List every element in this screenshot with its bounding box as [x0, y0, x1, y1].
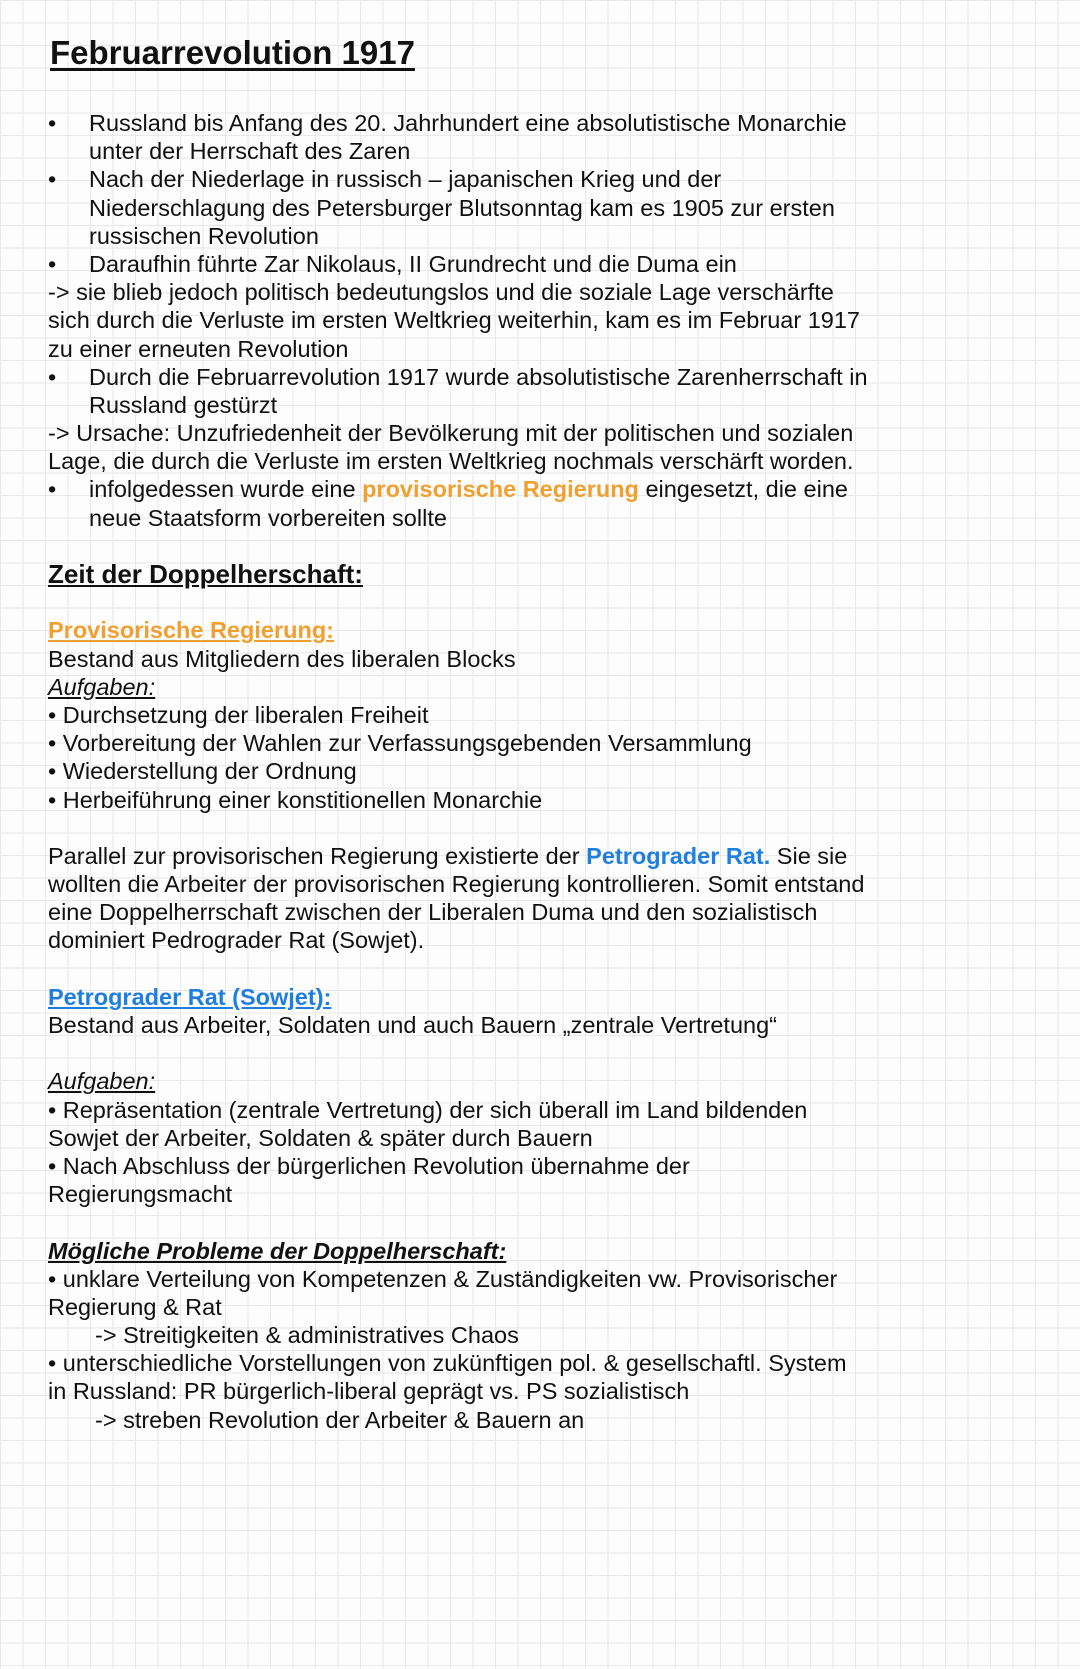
- text-line: Bestand aus Mitgliedern des liberalen Blocks: [48, 645, 516, 672]
- list-item: Regierung & Rat: [48, 1293, 222, 1320]
- text-line: -> sie blieb jedoch politisch bedeutungslos und die soziale Lage verschärfte: [48, 279, 834, 306]
- bullet-line: Russland gestürzt: [89, 391, 278, 418]
- list-item: • unklare Verteilung von Kompetenzen & Zuständigkeiten vw. Provisorischer: [48, 1265, 838, 1292]
- subheading-petrograder-rat: Petrograder Rat (Sowjet):: [48, 983, 332, 1010]
- subheading-probleme: Mögliche Probleme der Doppelherschaft:: [48, 1237, 507, 1264]
- list-item: in Russland: PR bürgerlich-liberal geprägt vs. PS sozialistisch: [48, 1378, 690, 1405]
- aufgaben-label: Aufgaben:: [48, 1068, 156, 1095]
- bullet-line: • Daraufhin führte Zar Nikolaus, II Grundrecht und die Duma ein: [48, 250, 1048, 278]
- bullet-line: neue Staatsform vorbereiten sollte: [89, 504, 447, 531]
- text: Parallel zur provisorischen Regierung existierte der: [48, 842, 587, 869]
- arrow-line: -> streben Revolution der Arbeiter & Bauern an: [95, 1406, 585, 1433]
- text-line: Bestand aus Arbeiter, Soldaten und auch Bauern „zentrale Vertretung“: [48, 1012, 777, 1038]
- bullet-line: unter der Herrschaft des Zaren: [89, 138, 411, 165]
- text: eingesetzt, die eine: [638, 476, 848, 503]
- aufgaben-label: Aufgaben:: [48, 673, 156, 700]
- text-line: eine Doppelherrschaft zwischen der Liberalen Duma und den sozialistisch: [48, 899, 818, 926]
- bullet-line: [48, 475, 1048, 503]
- text-line: Lage, die durch die Verluste im ersten Weltkrieg nochmals verschärft worden.: [48, 448, 854, 475]
- text-line: sich durch die Verluste im ersten Weltkrieg weiterhin, kam es im Februar 1917: [48, 307, 860, 334]
- subheading-provisorische-regierung: Provisorische Regierung:: [48, 617, 334, 644]
- text-line: dominiert Pedrograder Rat (Sowjet).: [48, 927, 425, 954]
- list-item: • Durchsetzung der liberalen Freiheit: [48, 701, 429, 728]
- list-item: • Nach Abschluss der bürgerlichen Revolution übernahme der: [48, 1152, 690, 1179]
- section-heading: Zeit der Doppelherschaft:: [48, 559, 363, 589]
- text: Sie sie: [770, 842, 848, 869]
- bullet-line: russischen Revolution: [89, 222, 319, 249]
- bullet-line: • Russland bis Anfang des 20. Jahrhundert eine absolutistische Monarchie: [48, 109, 1048, 137]
- bullet-line: • Durch die Februarrevolution 1917 wurde absolutistische Zarenherrschaft in: [48, 363, 1048, 391]
- text-line: -> Ursache: Unzufriedenheit der Bevölkerung mit der politischen und sozialen: [48, 420, 854, 447]
- text-line: zu einer erneuten Revolution: [48, 335, 349, 362]
- highlight-provisorische-regierung: provisorische Regierung: [362, 476, 639, 503]
- list-item: Sowjet der Arbeiter, Soldaten & später durch Bauern: [48, 1124, 593, 1151]
- document-body: [48, 109, 1048, 1434]
- bullet-line: Niederschlagung des Petersburger Blutsonntag kam es 1905 zur ersten: [89, 194, 835, 221]
- text-line: [48, 842, 1048, 870]
- list-item: • unterschiedliche Vorstellungen von zukünftigen pol. & gesellschaftl. System: [48, 1350, 847, 1377]
- bullet-line: • Nach der Niederlage in russisch – japanischen Krieg und der: [48, 165, 1048, 193]
- list-item: • Herbeiführung einer konstitionellen Monarchie: [48, 786, 543, 813]
- text-line: wollten die Arbeiter der provisorischen Regierung kontrollieren. Somit entstand: [48, 871, 865, 898]
- list-item: Regierungsmacht: [48, 1181, 233, 1208]
- list-item: • Wiederstellung der Ordnung: [48, 758, 357, 785]
- arrow-line: -> Streitigkeiten & administratives Chaos: [95, 1322, 519, 1349]
- list-item: • Vorbereitung der Wahlen zur Verfassungsgebenden Versammlung: [48, 730, 752, 757]
- page-title: Februarrevolution 1917: [50, 34, 415, 71]
- highlight-petrograder-rat: Petrograder Rat.: [586, 842, 771, 869]
- list-item: • Repräsentation (zentrale Vertretung) der sich überall im Land bildenden: [48, 1096, 808, 1123]
- text: infolgedessen wurde eine: [89, 476, 363, 503]
